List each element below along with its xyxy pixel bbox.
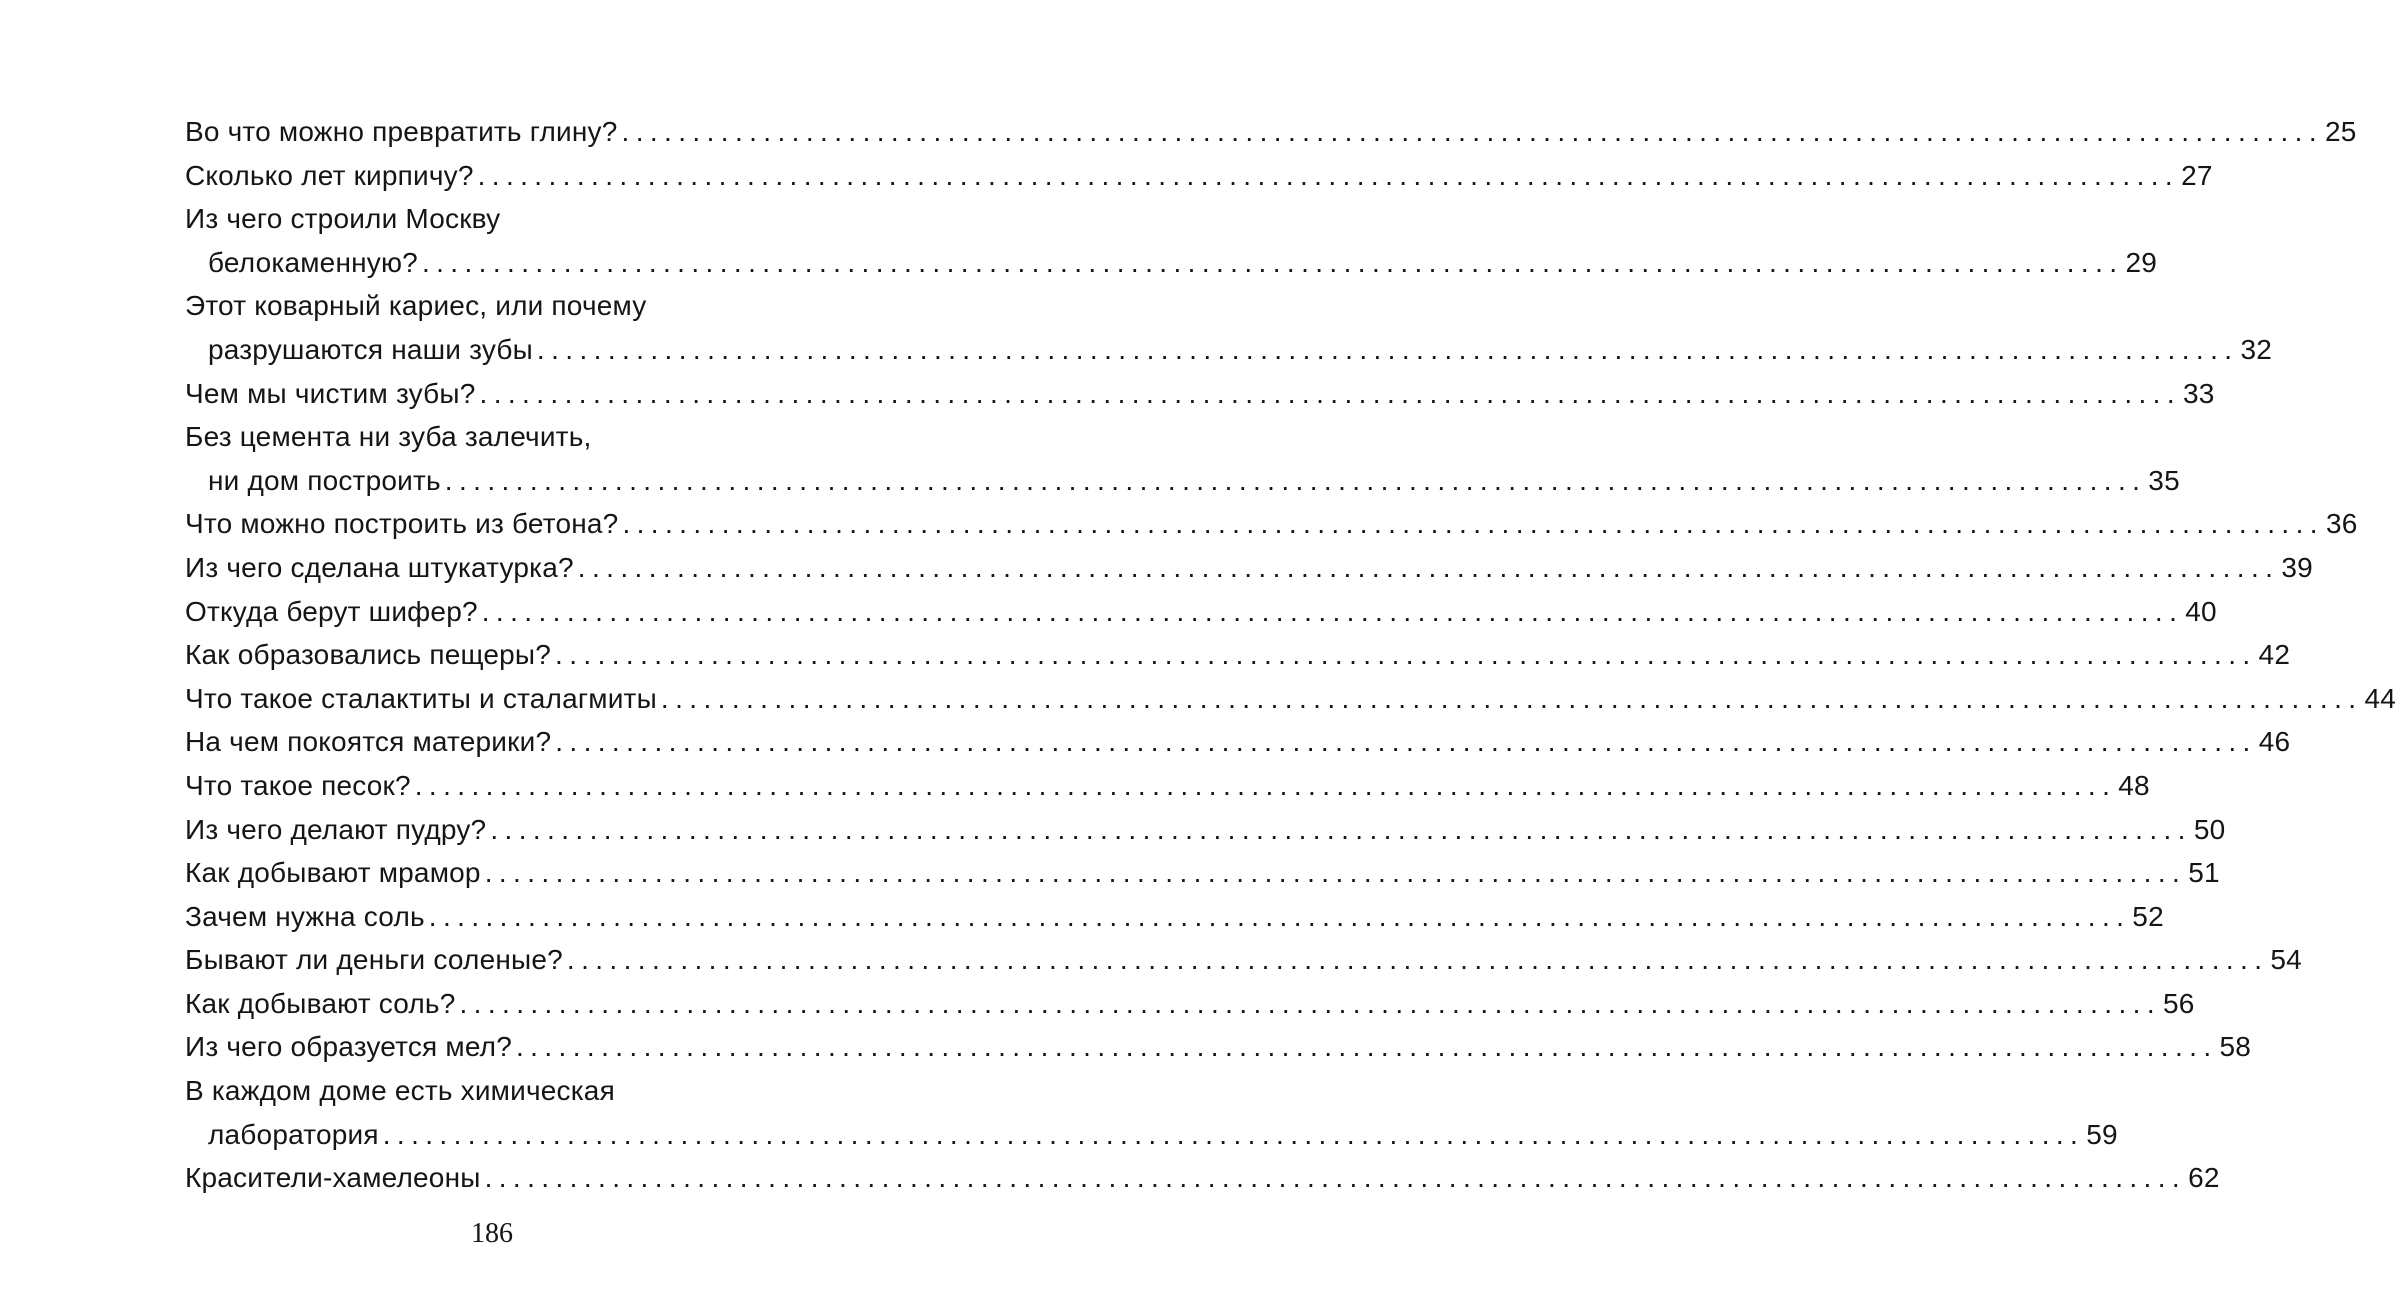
dot-leader: ........................................................................................................................ (577, 551, 2280, 583)
toc-entry[interactable] (185, 895, 2164, 939)
toc-entry-title: Что такое сталактиты и сталагмиты (185, 682, 657, 714)
toc-entry-title-line (185, 1025, 2252, 1069)
toc-entry[interactable] (185, 938, 2302, 982)
toc-entry[interactable] (185, 982, 2195, 1026)
toc-entry-page: 62 (2188, 1162, 2220, 1194)
toc-entry-page: 29 (2125, 246, 2158, 278)
toc-entry[interactable] (185, 1069, 2118, 1156)
toc-entry-page: 25 (2325, 116, 2357, 147)
toc-entry-title-line (185, 154, 2213, 198)
toc-entry-title-line (185, 851, 2220, 895)
toc-entry-title: Что можно построить из бетона? (185, 508, 619, 540)
table-of-contents (185, 110, 2396, 1200)
toc-entry-title: В каждом доме есть химическая (185, 1075, 615, 1107)
toc-entry-title: Этот коварный кариес, или почему (185, 290, 647, 322)
toc-entry-title: Сколько лет кирпичу? (185, 159, 474, 191)
toc-entry-page: 56 (2163, 987, 2195, 1019)
toc-entry-title: На чем покоятся материки? (185, 726, 552, 758)
dot-leader: ........................................................................................................................ (516, 1031, 2218, 1063)
toc-entry-title: Красители-хамелеоны (185, 1162, 481, 1194)
toc-entry-title-continuation (185, 1113, 2118, 1157)
dot-leader: ........................................................................................................................ (536, 333, 2239, 365)
toc-entry-title-line (185, 720, 2291, 764)
toc-entry[interactable] (185, 197, 2158, 284)
toc-entry-title-line (185, 677, 2396, 721)
dot-leader: ........................................................................................................................ (382, 1118, 2085, 1150)
toc-entry[interactable] (185, 808, 2226, 852)
toc-entry-title: Во что можно превратить глину? (185, 116, 618, 147)
toc-entry-title: лаборатория (208, 1118, 379, 1150)
toc-entry-page: 59 (2086, 1118, 2118, 1150)
toc-entry-title-continuation (185, 241, 2158, 285)
toc-entry-page: 27 (2181, 159, 2213, 191)
toc-entry-title-continuation (185, 328, 2272, 372)
toc-entry-title: Чем мы чистим зубы? (185, 377, 476, 409)
toc-entry-title: Из чего образуется мел? (185, 1031, 512, 1063)
toc-entry-title-line (185, 284, 832, 328)
toc-entry[interactable] (185, 110, 2357, 154)
dot-leader: ........................................................................................................................ (555, 726, 2257, 758)
toc-entry-title-line (185, 197, 832, 241)
toc-entry-title-line (185, 590, 2217, 634)
toc-entry-title-line (185, 372, 2215, 416)
toc-entry-page: 46 (2258, 726, 2291, 758)
dot-leader: ........................................................................................................................ (484, 857, 2187, 889)
toc-entry[interactable] (185, 851, 2220, 895)
toc-entry-page: 33 (2183, 377, 2215, 409)
toc-entry[interactable] (185, 633, 2291, 677)
toc-entry-title: Откуда берут шифер? (185, 595, 478, 627)
dot-leader: ........................................................................................................................ (421, 246, 2124, 278)
toc-entry-title-line (185, 895, 2164, 939)
toc-entry-title-line (185, 808, 2226, 852)
toc-entry-title: разрушаются наши зубы (208, 333, 533, 365)
toc-entry[interactable] (185, 1156, 2220, 1200)
toc-entry-title: белокаменную? (208, 246, 418, 278)
toc-entry[interactable] (185, 677, 2396, 721)
toc-entry[interactable] (185, 502, 2358, 546)
toc-entry-title-line (185, 110, 2357, 154)
toc-entry-title: Как образовались пещеры? (185, 639, 552, 671)
dot-leader: ........................................................................................................................ (621, 116, 2324, 147)
toc-entry-title: Из чего сделана штукатурка? (185, 551, 574, 583)
toc-entry[interactable] (185, 415, 2180, 502)
dot-leader: ........................................................................................................................ (459, 987, 2161, 1019)
dot-leader: ........................................................................................................................ (660, 682, 2363, 714)
dot-leader: ........................................................................................................................ (481, 595, 2184, 627)
dot-leader: ........................................................................................................................ (490, 813, 2192, 845)
toc-entry-title: Бывают ли деньги соленые? (185, 944, 563, 976)
toc-entry-title-line (185, 546, 2313, 590)
toc-entry[interactable] (185, 1025, 2252, 1069)
toc-entry-page: 40 (2185, 595, 2217, 627)
toc-entry-page: 52 (2132, 900, 2164, 932)
dot-leader: ........................................................................................................................ (622, 508, 2324, 540)
toc-entry-title: Как добывают мрамор (185, 857, 481, 889)
toc-entry[interactable] (185, 372, 2215, 416)
dot-leader: ........................................................................................................................ (414, 769, 2117, 801)
toc-entry-page: 39 (2281, 551, 2313, 583)
toc-entry-title-line (185, 938, 2302, 982)
toc-entry-title-line (185, 764, 2150, 808)
toc-entry-page: 54 (2270, 944, 2302, 976)
dot-leader: ........................................................................................................................ (479, 377, 2182, 409)
toc-entry-title: Как добывают соль? (185, 987, 456, 1019)
toc-entry-page: 36 (2325, 508, 2358, 540)
dot-leader: ........................................................................................................................ (428, 900, 2131, 932)
toc-entry-page: 48 (2118, 769, 2150, 801)
toc-entry-title: Без цемента ни зуба залечить, (185, 421, 592, 453)
toc-entry-page: 44 (2364, 682, 2396, 714)
toc-entry-title-continuation (185, 459, 2180, 503)
toc-entry[interactable] (185, 720, 2291, 764)
page-number: 186 (471, 1218, 513, 1249)
toc-entry-page: 35 (2148, 464, 2180, 496)
toc-entry-title-line (185, 633, 2291, 677)
dot-leader: ........................................................................................................................ (484, 1162, 2187, 1194)
dot-leader: ........................................................................................................................ (444, 464, 2147, 496)
toc-entry-title-line (185, 1069, 832, 1113)
toc-entry[interactable] (185, 764, 2150, 808)
toc-entry-page: 51 (2188, 857, 2220, 889)
toc-entry-title: Из чего делают пудру? (185, 813, 487, 845)
toc-entry-title-line (185, 502, 2358, 546)
toc-entry-page: 32 (2240, 333, 2272, 365)
toc-entry-page: 50 (2193, 813, 2226, 845)
toc-entry-title: Из чего строили Москву (185, 203, 501, 235)
toc-entry-page: 58 (2219, 1031, 2252, 1063)
toc-entry[interactable] (185, 154, 2213, 198)
dot-leader: ........................................................................................................................ (477, 159, 2180, 191)
dot-leader: ........................................................................................................................ (555, 639, 2257, 671)
toc-entry-title-line (185, 415, 832, 459)
toc-entry-title: Зачем нужна соль (185, 900, 425, 932)
toc-entry-title-line (185, 982, 2195, 1026)
toc-entry[interactable] (185, 590, 2217, 634)
dot-leader: ........................................................................................................................ (566, 944, 2269, 976)
toc-entry-title: Что такое песок? (185, 769, 411, 801)
toc-entry-title-line (185, 1156, 2220, 1200)
toc-entry[interactable] (185, 284, 2272, 371)
toc-entry[interactable] (185, 546, 2313, 590)
toc-entry-title: ни дом построить (208, 464, 441, 496)
toc-entry-page: 42 (2258, 639, 2291, 671)
